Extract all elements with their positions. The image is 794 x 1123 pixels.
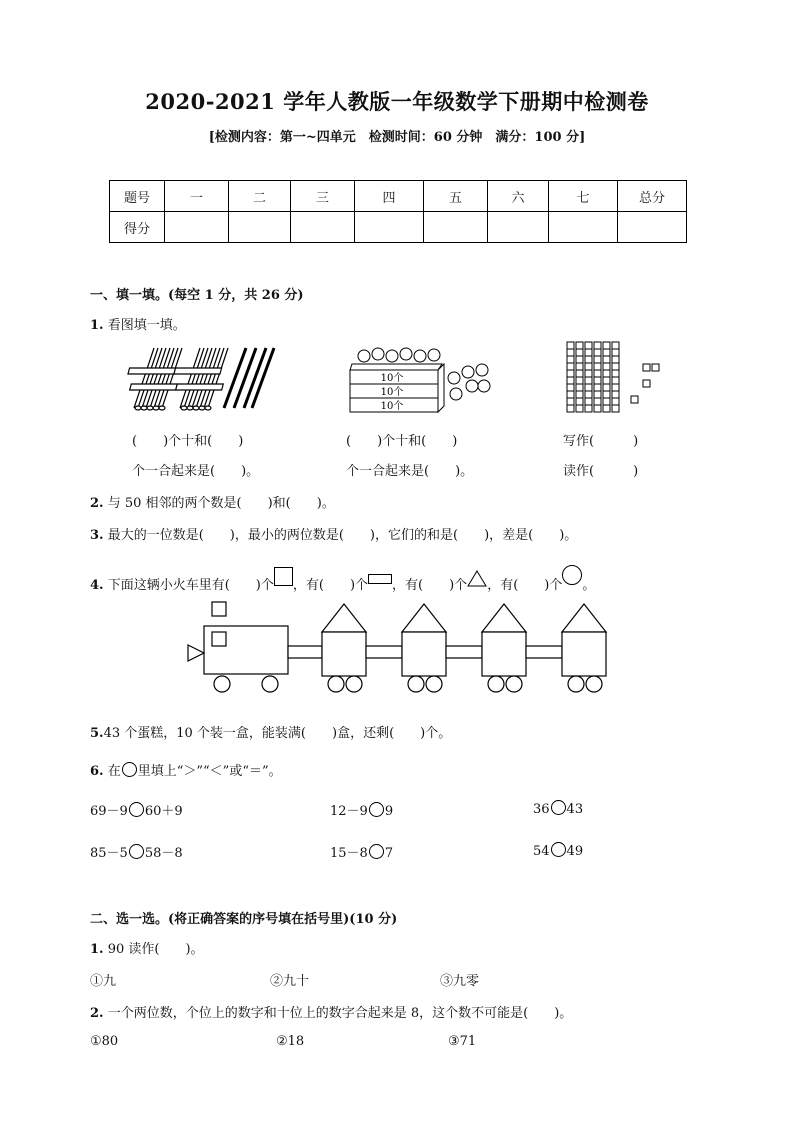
compare-item: 69－9 60＋9: [90, 804, 183, 819]
unit-cube: [594, 384, 601, 391]
unit-cube: [612, 405, 619, 412]
compare-item: 12－9 9: [330, 804, 394, 819]
compare-circle[interactable]: [551, 800, 566, 815]
unit-cube: [603, 398, 610, 405]
unit-cube: [585, 349, 592, 356]
q6-prompt: 6. 在 里填上“＞”“＜”或“＝”。: [90, 764, 282, 779]
option-3[interactable]: ③九零: [440, 974, 480, 989]
unit-cube: [612, 391, 619, 398]
rectangle-icon: [368, 574, 392, 584]
option-2[interactable]: ②18: [276, 1034, 305, 1049]
unit-cube: [585, 384, 592, 391]
unit-cube: [585, 370, 592, 377]
unit-cube: [603, 349, 610, 356]
compare-circle[interactable]: [369, 802, 384, 817]
unit-cube: [585, 391, 592, 398]
score-cell[interactable]: [424, 212, 488, 243]
compare-circle-icon: [122, 762, 137, 777]
table-cell: 得分: [110, 212, 165, 243]
unit-cube: [603, 342, 610, 349]
unit-cube: [612, 356, 619, 363]
unit-cube: [612, 377, 619, 384]
compare-circle[interactable]: [369, 844, 384, 859]
box-label: 10个: [380, 401, 404, 412]
unit-cube: [612, 370, 619, 377]
unit-cube: [576, 356, 583, 363]
s2-q1-text: 1. 90 读作( )。: [90, 942, 204, 957]
compare-item: 85－5 58－8: [90, 846, 183, 861]
option-3[interactable]: ③71: [448, 1034, 477, 1049]
score-table-header-row: [110, 181, 687, 212]
compare-item: 36 43: [533, 802, 584, 817]
unit-cube: [576, 384, 583, 391]
q5-text: 5.43 个蛋糕，10 个装一盒，能装满( )盒，还剩( )个。: [90, 726, 452, 741]
score-cell[interactable]: [488, 212, 549, 243]
unit-cube: [612, 398, 619, 405]
table-cell: 七: [549, 181, 618, 212]
compare-circle[interactable]: [129, 844, 144, 859]
compare-item: 15－8 7: [330, 846, 394, 861]
q1-fig1-line1: ( )个十和( ): [132, 434, 244, 449]
unit-cube: [567, 342, 574, 349]
q1-fig3-line2: 读作( ): [563, 464, 639, 479]
unit-cube: [567, 363, 574, 370]
unit-cube: [567, 377, 574, 384]
q1-fig3-line1: 写作( ): [563, 434, 639, 449]
unit-cube: [576, 398, 583, 405]
unit-cube: [612, 384, 619, 391]
sticks-bundle-figure: [128, 344, 278, 416]
square-icon: [274, 567, 293, 586]
score-cell[interactable]: [291, 212, 355, 243]
compare-item: 54 49: [533, 844, 584, 859]
option-1[interactable]: ①80: [90, 1034, 119, 1049]
unit-cube: [603, 356, 610, 363]
score-cell[interactable]: [549, 212, 618, 243]
q1-fig1-line2: 个一合起来是( )。: [132, 464, 260, 479]
q1-fig2-line2: 个一合起来是( )。: [346, 464, 474, 479]
unit-cube: [567, 370, 574, 377]
unit-cube: [585, 342, 592, 349]
table-cell: 六: [488, 181, 549, 212]
page-title: 2020-2021 学年人教版一年级数学下册期中检测卷: [145, 89, 649, 114]
score-cell[interactable]: [229, 212, 291, 243]
ball-boxes-figure: [350, 344, 500, 416]
unit-cube: [594, 405, 601, 412]
unit-cube: [576, 391, 583, 398]
compare-circle[interactable]: [129, 802, 144, 817]
unit-cube: [567, 405, 574, 412]
s2-q2-text: 2. 一个两位数，个位上的数字和十位上的数字合起来是 8，这个数不可能是( )。: [90, 1006, 573, 1021]
unit-cube: [567, 398, 574, 405]
section1-title: 一、填一填。(每空 1 分，共 26 分): [90, 288, 304, 303]
unit-cube: [594, 356, 601, 363]
table-cell: 四: [355, 181, 424, 212]
unit-cube: [567, 349, 574, 356]
table-cell: 题号: [110, 181, 165, 212]
unit-cube: [567, 391, 574, 398]
q3-text: 3. 最大的一位数是( )，最小的两位数是( )，它们的和是( )，差是( )。: [90, 528, 578, 543]
unit-cube: [603, 391, 610, 398]
unit-cube: [567, 384, 574, 391]
unit-cube: [576, 405, 583, 412]
table-cell: 一: [165, 181, 229, 212]
unit-cube: [603, 377, 610, 384]
table-cell: 五: [424, 181, 488, 212]
unit-cube: [594, 391, 601, 398]
unit-cube: [585, 398, 592, 405]
unit-cube: [567, 356, 574, 363]
unit-cube: [576, 342, 583, 349]
unit-cube: [576, 349, 583, 356]
base-ten-blocks-figure: [565, 340, 665, 416]
score-table-score-row: [110, 212, 687, 243]
table-cell: 总分: [618, 181, 687, 212]
score-cell[interactable]: [355, 212, 424, 243]
q1-fig2-line1: ( )个十和( ): [346, 434, 458, 449]
unit-cube: [576, 377, 583, 384]
score-table: [109, 180, 687, 243]
option-1[interactable]: ①九: [90, 974, 117, 989]
q4-text: 4. 下面这辆小火车里有( )个 ，有( )个 ，有( )个 ，有( )个 。: [90, 565, 595, 593]
q2-text: 2. 与 50 相邻的两个数是( )和( )。: [90, 496, 335, 511]
unit-cube: [594, 342, 601, 349]
box-label: 10个: [380, 387, 404, 398]
score-cell[interactable]: [618, 212, 687, 243]
unit-cube: [612, 349, 619, 356]
unit-cube: [603, 370, 610, 377]
exam-info: [检测内容：第一~四单元 检测时间：60 分钟 满分：100 分]: [208, 130, 586, 145]
unit-cube: [594, 363, 601, 370]
section2-title: 二、选一选。(将正确答案的序号填在括号里)(10 分): [90, 912, 398, 927]
score-cell[interactable]: [165, 212, 229, 243]
circle-icon: [562, 565, 582, 585]
unit-cube: [585, 363, 592, 370]
unit-cube: [594, 370, 601, 377]
unit-cube: [612, 363, 619, 370]
table-cell: 二: [229, 181, 291, 212]
unit-cube: [576, 370, 583, 377]
unit-cube: [585, 405, 592, 412]
box-label: 10个: [380, 373, 404, 384]
unit-cube: [603, 405, 610, 412]
unit-cube: [585, 377, 592, 384]
table-cell: 三: [291, 181, 355, 212]
unit-cube: [603, 363, 610, 370]
q1-prompt: 1. 看图填一填。: [90, 318, 186, 333]
compare-circle[interactable]: [551, 842, 566, 857]
unit-cube: [594, 398, 601, 405]
unit-cube: [594, 377, 601, 384]
unit-cube: [612, 342, 619, 349]
train-figure: [186, 598, 610, 696]
unit-cube: [576, 363, 583, 370]
unit-cube: [603, 384, 610, 391]
option-2[interactable]: ②九十: [270, 974, 310, 989]
triangle-icon: [467, 570, 487, 591]
unit-cube: [585, 356, 592, 363]
unit-cube: [594, 349, 601, 356]
